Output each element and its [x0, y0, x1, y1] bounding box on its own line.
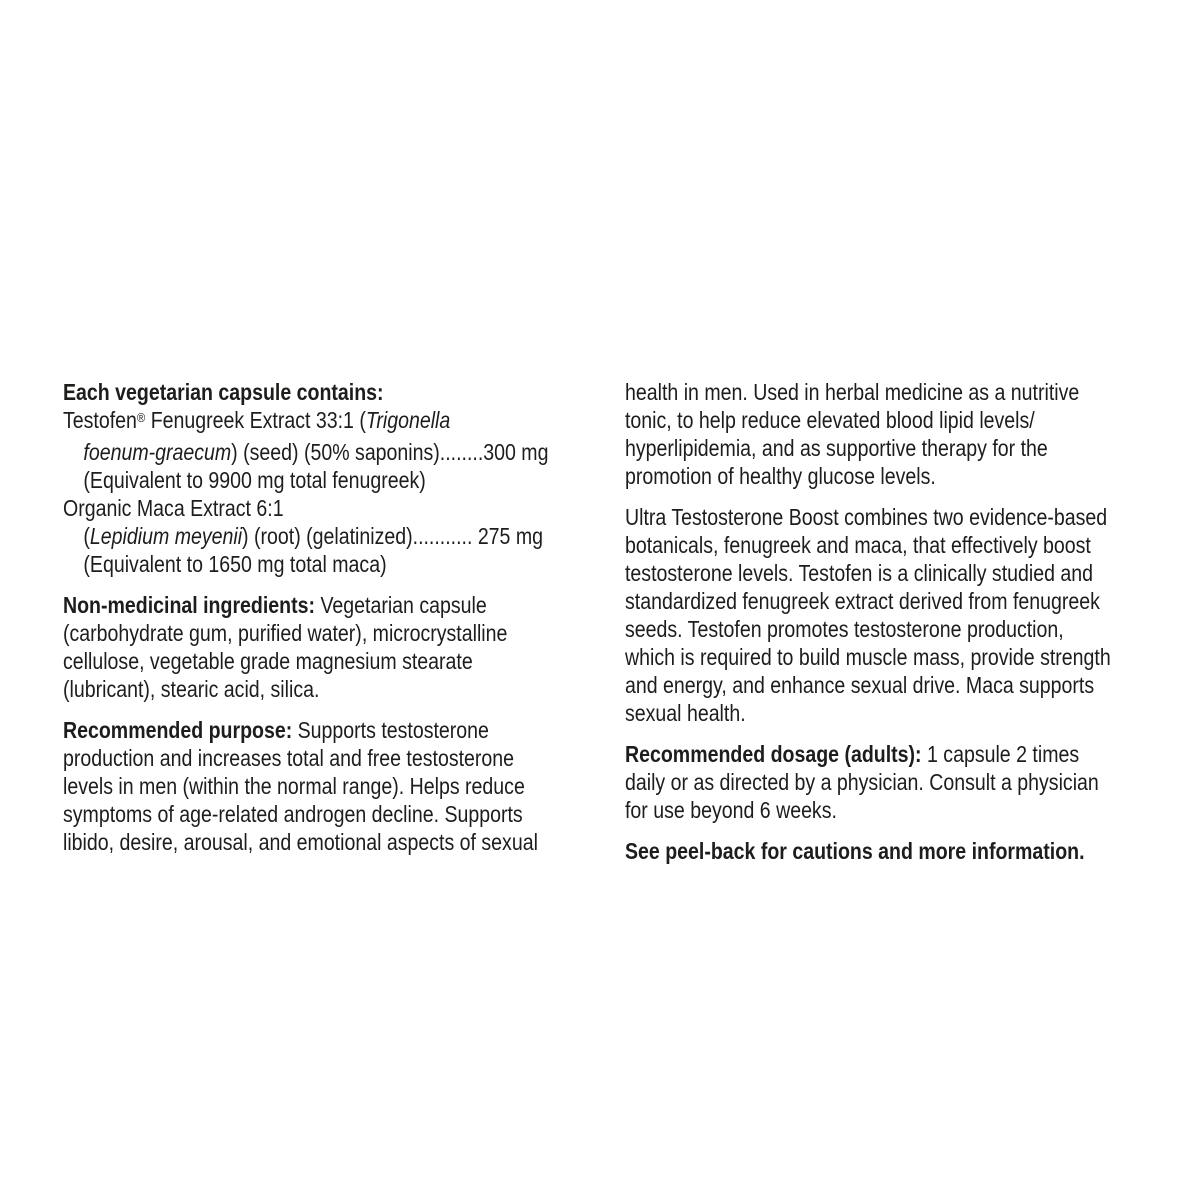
- right-column: [625, 378, 1173, 865]
- text-line: health in men. Used in herbal medicine as a nutritive: [625, 379, 1080, 405]
- text-line: daily or as directed by a physician. Consult a physician: [625, 769, 1099, 795]
- ingredient-line-maca: [63, 494, 611, 522]
- text-segment: 1 capsule 2 times: [921, 741, 1080, 767]
- text-line: [625, 740, 1173, 768]
- text-line: (lubricant), stearic acid, silica.: [63, 676, 320, 702]
- equivalent-text: (Equivalent to 1650 mg total maca): [83, 551, 387, 577]
- text-line: which is required to build muscle mass, provide strength: [625, 644, 1111, 670]
- left-column: [63, 378, 611, 856]
- ingredient-line-maca-cont: [63, 522, 611, 550]
- recommended-purpose-label: Recommended purpose:: [63, 717, 293, 743]
- text-line: testosterone levels. Testofen is a clinically studied and: [625, 560, 1094, 586]
- text-line: for use beyond 6 weeks.: [625, 797, 837, 823]
- species-name: Trigonella: [365, 407, 451, 433]
- peel-back-text: See peel-back for cautions and more information.: [625, 838, 1085, 864]
- text-line: and energy, and enhance sexual drive. Maca supports: [625, 672, 1095, 698]
- supplement-facts-header: Each vegetarian capsule contains:: [63, 379, 384, 405]
- product-description-block: [625, 503, 1173, 727]
- recommended-dosage-block: [625, 740, 1173, 824]
- text-line: tonic, to help reduce elevated blood lipid levels/: [625, 407, 1035, 433]
- ingredient-name: Testofen: [63, 407, 137, 433]
- species-name: Lepidium meyenii: [89, 523, 243, 549]
- text-line: cellulose, vegetable grade magnesium stearate: [63, 648, 473, 674]
- ingredient-equivalent-fenugreek: [63, 466, 611, 494]
- purpose-continuation-block: [625, 378, 1173, 490]
- ingredient-detail: (: [83, 523, 90, 549]
- text-line: (carbohydrate gum, purified water), microcrystalline: [63, 620, 508, 646]
- non-medicinal-block: [63, 591, 611, 703]
- recommended-dosage-label: Recommended dosage (adults):: [625, 741, 922, 767]
- text-line: promotion of healthy glucose levels.: [625, 463, 936, 489]
- ingredient-line-fenugreek: [63, 406, 611, 438]
- ingredient-equivalent-maca: [63, 550, 611, 578]
- non-medicinal-label: Non-medicinal ingredients:: [63, 592, 316, 618]
- text-line: [63, 716, 611, 744]
- text-line: botanicals, fenugreek and maca, that effectively boost: [625, 532, 1091, 558]
- species-name: foenum-graecum: [83, 439, 232, 465]
- registered-trademark-icon: ®: [136, 410, 146, 425]
- ingredient-name: Organic Maca Extract 6:1: [63, 495, 284, 521]
- recommended-purpose-block: [63, 716, 611, 856]
- ingredient-amount: ) (seed) (50% saponins)........300 mg: [231, 439, 549, 465]
- text-line: production and increases total and free testosterone: [63, 745, 515, 771]
- text-line: [63, 591, 611, 619]
- text-segment: Vegetarian capsule: [315, 592, 487, 618]
- ingredient-detail: Fenugreek Extract 33:1 (: [145, 407, 366, 433]
- text-line: hyperlipidemia, and as supportive therapy for the: [625, 435, 1048, 461]
- text-line: standardized fenugreek extract derived from fenugreek: [625, 588, 1100, 614]
- ingredient-line-fenugreek-cont: [63, 438, 611, 466]
- text-line: Ultra Testosterone Boost combines two evidence-based: [625, 504, 1108, 530]
- peel-back-notice: [625, 837, 1173, 865]
- ingredient-amount: ) (root) (gelatinized)........... 275 mg: [242, 523, 544, 549]
- text-segment: Supports testosterone: [292, 717, 489, 743]
- text-line: sexual health.: [625, 700, 746, 726]
- text-line: seeds. Testofen promotes testosterone production,: [625, 616, 1064, 642]
- text-line: levels in men (within the normal range). Helps reduce: [63, 773, 525, 799]
- text-line: libido, desire, arousal, and emotional aspects of sexual: [63, 829, 538, 855]
- supplement-facts-block: [63, 378, 611, 578]
- equivalent-text: (Equivalent to 9900 mg total fenugreek): [83, 467, 426, 493]
- text-line: symptoms of age-related androgen decline. Supports: [63, 801, 523, 827]
